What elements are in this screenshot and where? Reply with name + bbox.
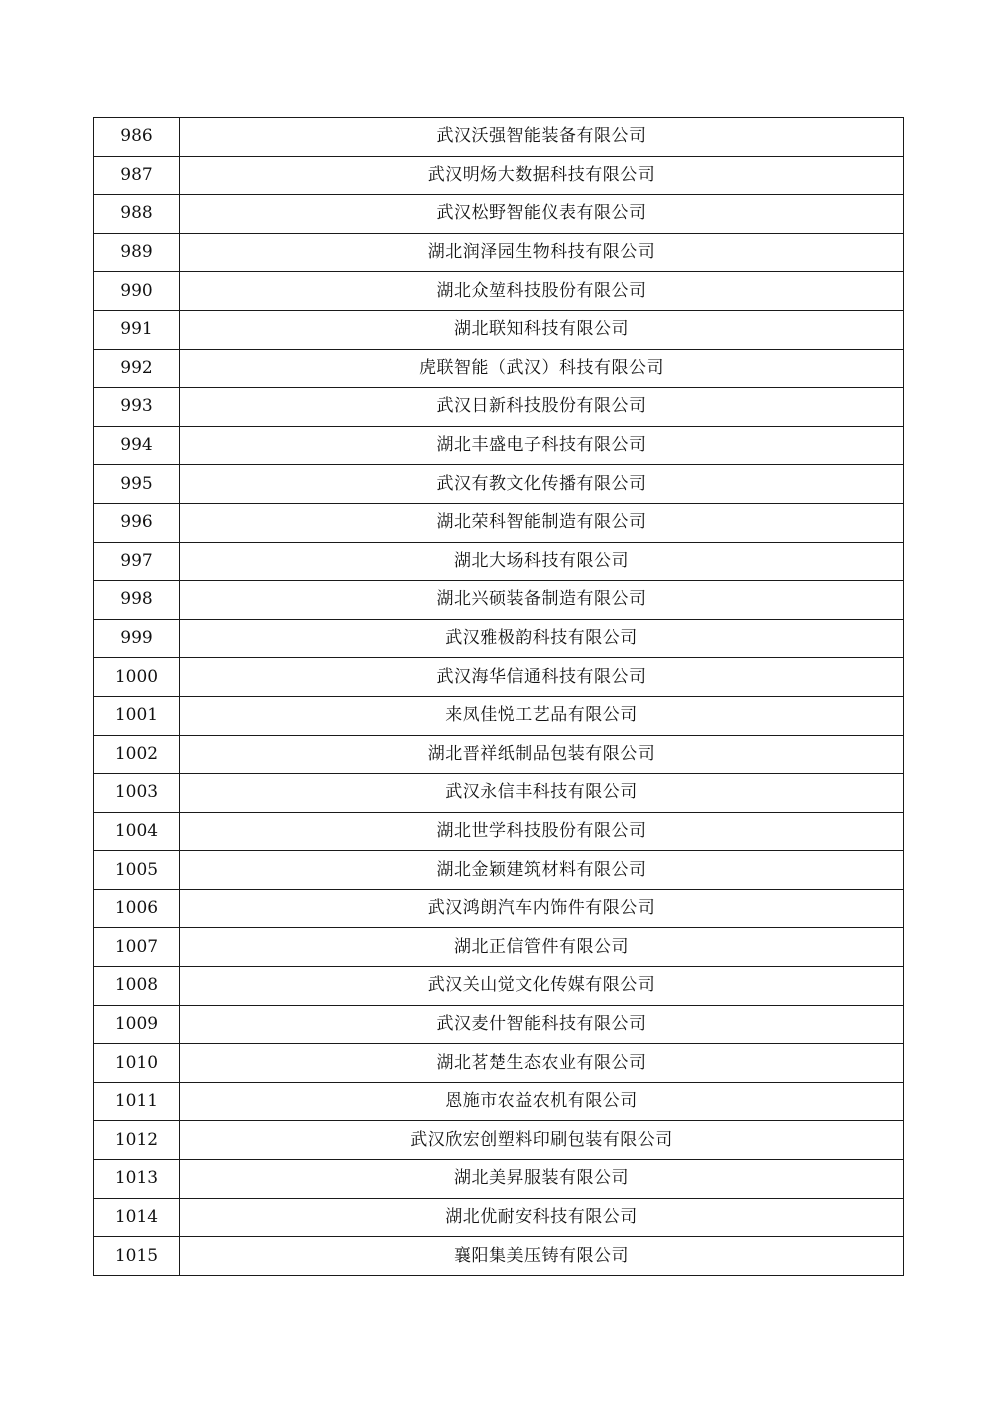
table-row (94, 118, 904, 157)
row-number: 998 (94, 581, 180, 620)
row-number: 994 (94, 426, 180, 465)
company-name: 武汉海华信通科技有限公司 (180, 658, 904, 697)
row-number: 996 (94, 503, 180, 542)
company-name: 武汉关山觉文化传媒有限公司 (180, 967, 904, 1006)
table-row (94, 1237, 904, 1276)
company-name: 湖北丰盛电子科技有限公司 (180, 426, 904, 465)
table-row (94, 388, 904, 427)
table-row (94, 426, 904, 465)
company-name: 武汉有教文化传播有限公司 (180, 465, 904, 504)
table-row (94, 696, 904, 735)
company-name: 湖北正信管件有限公司 (180, 928, 904, 967)
company-name: 武汉沃强智能装备有限公司 (180, 118, 904, 157)
company-list-body (94, 118, 904, 1276)
table-row (94, 1121, 904, 1160)
company-list-table (93, 117, 904, 1276)
row-number: 990 (94, 272, 180, 311)
table-row (94, 310, 904, 349)
company-name: 湖北兴硕装备制造有限公司 (180, 581, 904, 620)
table-row (94, 851, 904, 890)
row-number: 1015 (94, 1237, 180, 1276)
row-number: 999 (94, 619, 180, 658)
company-name: 武汉明炀大数据科技有限公司 (180, 156, 904, 195)
row-number: 1010 (94, 1044, 180, 1083)
table-row (94, 1198, 904, 1237)
row-number: 1009 (94, 1005, 180, 1044)
row-number: 989 (94, 233, 180, 272)
row-number: 992 (94, 349, 180, 388)
row-number: 1003 (94, 774, 180, 813)
table-row (94, 1082, 904, 1121)
company-name: 湖北大场科技有限公司 (180, 542, 904, 581)
table-row (94, 928, 904, 967)
table-row (94, 1005, 904, 1044)
table-row (94, 349, 904, 388)
table-row (94, 774, 904, 813)
company-name: 武汉鸿朗汽车内饰件有限公司 (180, 889, 904, 928)
row-number: 1008 (94, 967, 180, 1006)
company-name: 湖北美昇服装有限公司 (180, 1160, 904, 1199)
company-name: 虎联智能（武汉）科技有限公司 (180, 349, 904, 388)
row-number: 991 (94, 310, 180, 349)
company-name: 武汉松野智能仪表有限公司 (180, 195, 904, 234)
row-number: 1014 (94, 1198, 180, 1237)
row-number: 993 (94, 388, 180, 427)
table-row (94, 967, 904, 1006)
row-number: 1000 (94, 658, 180, 697)
table-row (94, 233, 904, 272)
row-number: 1011 (94, 1082, 180, 1121)
table-row (94, 658, 904, 697)
row-number: 988 (94, 195, 180, 234)
company-name: 湖北晋祥纸制品包装有限公司 (180, 735, 904, 774)
table-row (94, 272, 904, 311)
table-row (94, 581, 904, 620)
row-number: 1012 (94, 1121, 180, 1160)
row-number: 1001 (94, 696, 180, 735)
company-name: 武汉欣宏创塑料印刷包装有限公司 (180, 1121, 904, 1160)
row-number: 986 (94, 118, 180, 157)
table-row (94, 1160, 904, 1199)
table-row (94, 1044, 904, 1083)
row-number: 1005 (94, 851, 180, 890)
table-row (94, 619, 904, 658)
company-name: 湖北金颖建筑材料有限公司 (180, 851, 904, 890)
company-name: 恩施市农益农机有限公司 (180, 1082, 904, 1121)
company-name: 武汉日新科技股份有限公司 (180, 388, 904, 427)
row-number: 1006 (94, 889, 180, 928)
row-number: 1002 (94, 735, 180, 774)
table-row (94, 889, 904, 928)
table-row (94, 735, 904, 774)
table-row (94, 503, 904, 542)
company-name: 湖北众堃科技股份有限公司 (180, 272, 904, 311)
row-number: 995 (94, 465, 180, 504)
company-name: 襄阳集美压铸有限公司 (180, 1237, 904, 1276)
company-name: 来凤佳悦工艺品有限公司 (180, 696, 904, 735)
company-name: 武汉麦什智能科技有限公司 (180, 1005, 904, 1044)
table-row (94, 195, 904, 234)
table-row (94, 156, 904, 195)
table-row (94, 465, 904, 504)
company-name: 湖北茗楚生态农业有限公司 (180, 1044, 904, 1083)
company-name: 湖北荣科智能制造有限公司 (180, 503, 904, 542)
row-number: 987 (94, 156, 180, 195)
company-name: 湖北联知科技有限公司 (180, 310, 904, 349)
row-number: 1004 (94, 812, 180, 851)
company-name: 武汉永信丰科技有限公司 (180, 774, 904, 813)
row-number: 997 (94, 542, 180, 581)
row-number: 1007 (94, 928, 180, 967)
company-name: 湖北润泽园生物科技有限公司 (180, 233, 904, 272)
table-row (94, 542, 904, 581)
company-name: 湖北优耐安科技有限公司 (180, 1198, 904, 1237)
company-name: 武汉雅极韵科技有限公司 (180, 619, 904, 658)
row-number: 1013 (94, 1160, 180, 1199)
company-name: 湖北世学科技股份有限公司 (180, 812, 904, 851)
table-row (94, 812, 904, 851)
